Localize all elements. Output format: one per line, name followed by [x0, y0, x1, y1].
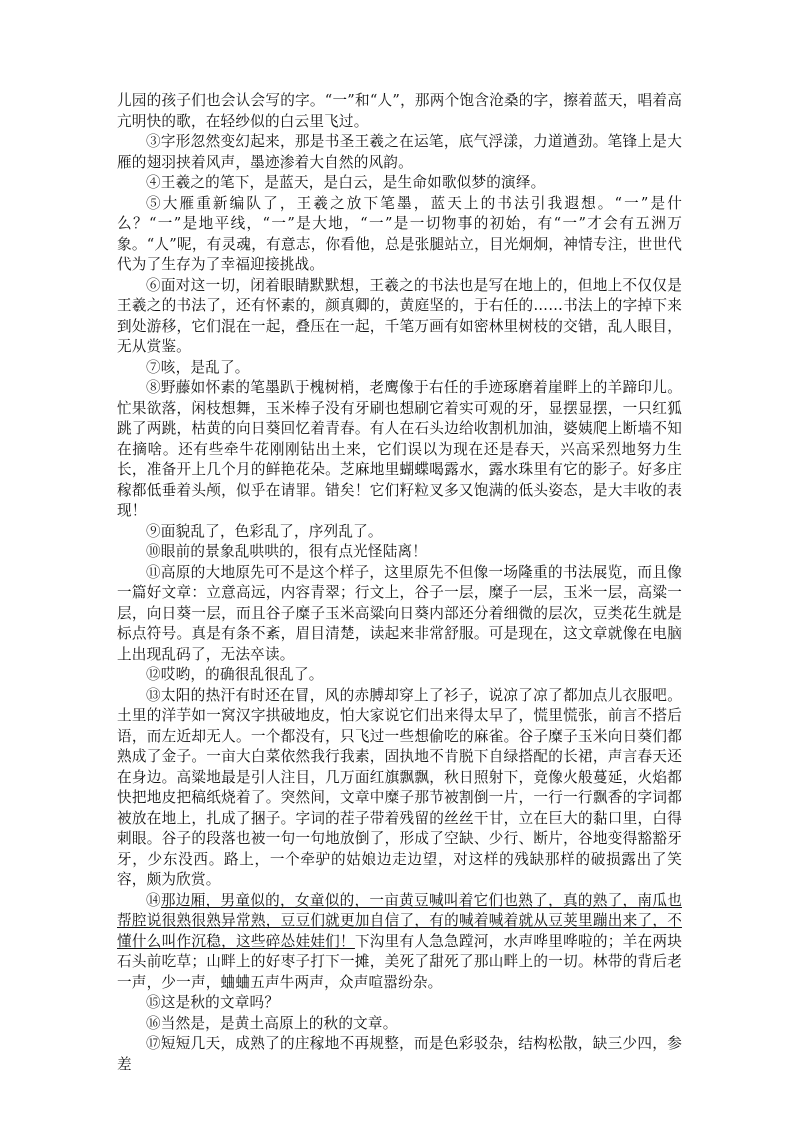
paragraph-1: 儿园的孩子们也会认会写的字。“一”和“人”，那两个饱含沧桑的字，擦着蓝天，唱着高亢明快的歌，在轻纱似的白云里飞过。: [117, 92, 682, 130]
paragraph-10: ⑩眼前的景象乱哄哄的，很有点光怪陆离！: [146, 543, 428, 560]
paragraph-13: ⑬太阳的热汗有时还在冒，风的赤膊却穿上了衫子，说凉了凉了都加点儿衣服吧。土里的洋芋如一窝汉字拱破地皮，怕大家说它们出来得太早了，慌里慌张，前言不搭后语，而左近却无人。一个都没有，只飞过一些想偷吃的麻雀。谷子糜子玉米向日葵们都熟成了金子。一亩大白菜依然我行我素，固执地不肯脱下自绿搭配的长裙，声言春天还在身边。高粱地最是引人注目，几万面红旗飘飘，秋日照射下，竟像火般蔓延，火焰都快把地皮把稿纸烧着了。突然间，文章中糜子那节被割倒一片，一行一行飘香的字词都被放在地上，扎成了捆子。字词的茬子带着残留的丝丝干甘，立在巨大的黏口里，白得刺眼。谷子的段落也被一句一句地放倒了，形成了空缺、少行、断片，谷地变得豁豁牙牙，少东没西。路上，一个牵驴的姑娘边走边望，对这样的残缺那样的破损露出了笑容，颇为欣赏。: [117, 686, 682, 888]
paragraph-11: ⑪高原的大地原先可不是这个样子，这里原先不但像一场隆重的书法展览，而且像一篇好文章：立意高远，内容青翠；行文上，谷子一层，糜子一层，玉米一层，高粱一层，向日葵一层，而且谷子糜子玉米高粱向日葵内部还分着细微的层次，豆类花生就是标点符号。真是有条不紊，眉目清楚，读起来非常舒服。可是现在，这文章就像在电脑上出现乱码了，无法卒读。: [117, 563, 682, 663]
paragraph-7: ⑦咳，是乱了。: [146, 358, 250, 376]
paragraph-14-rest: 下沟里有人急急蹚河，水声哗里哗啦的；羊在两块石头前吃草；山畔上的好枣子打下一摊，美死了甜死了那山畔上的一切。林带的背后老一声，少一声，蛐蛐五声牛两声，众声喧嚣纷杂。: [117, 932, 683, 991]
paragraph-17: ⑰短短几天，成熟了的庄稼地不再规整，而是色彩驳杂，结构松散，缺三少四，参差: [117, 1035, 682, 1073]
paragraph-12: ⑫哎哟，的确很乱很乱了。: [146, 666, 324, 683]
paragraph-5: ⑤大雁重新编队了，王羲之放下笔墨，蓝天上的书法引我遐想。“一”是什么？“一”是地平线，“一”是大地，“一”是一切物事的初始，有“一”才会有五洲万象。“人”呢，有灵魂，有意志，你看他，总是张腿站立，目光炯炯，神情专注，世世代代为了生存为了幸福迎接挑战。: [117, 194, 682, 273]
paragraph-14-number: ⑭: [146, 891, 161, 909]
paragraph-16: ⑯当然是，是黄土高原上的秋的文章。: [146, 1014, 398, 1032]
underlined-passage: 那边厢，男童似的，女童似的，一亩黄豆喊叫着它们也熟了，真的熟了，南瓜也帮腔说很熟很熟异常熟，豆豆们就更加自信了，有的喊着喊着就从豆荚里蹦出来了，不懂什么叫作沉稳，这些碎怂娃娃们！: [117, 891, 682, 950]
paragraph-3: ③字形忽然变幻起来，那是书圣王羲之在运笔，底气浮漾，力道遒劲。笔锋上是大雁的翅羽挟着风声，墨迹渗着大自然的风韵。: [117, 133, 682, 171]
paragraph-4: ④王羲之的笔下，是蓝天，是白云，是生命如歌似梦的演绎。: [146, 174, 546, 191]
paragraph-8: ⑧野藤如怀素的笔墨趴于槐树梢，老鹰像于右任的手迹琢磨着崖畔上的羊蹄印儿。忙果欲落，闲枝想舞，玉米棒子没有牙刷也想刷它着实可观的牙，显摆显摆，一只红狐跳了两跳，枯黄的向日葵回忆着青春。有人在石头边给收割机加油，婆姨爬上断墙不知在摘啥。还有些牵牛花刚刚钻出土来，它们误以为现在还是春天，兴高采烈地努力生长，准备开上几个月的鲜艳花朵。芝麻地里蝴蝶喝露水，露水珠里有它的影子。好多庄稼都低垂着头颅，似乎在请罪。错矣！它们籽粒叉多又饱满的低头姿态，是大丰收的表现！: [117, 379, 682, 519]
paragraph-9: ⑨面貌乱了，色彩乱了，序列乱了。: [146, 522, 383, 540]
document-page: [117, 91, 682, 1075]
paragraph-15: ⑮这是秋的文章吗？: [146, 994, 280, 1011]
paragraph-14: [117, 891, 682, 994]
paragraph-6: ⑥面对这一切，闭着眼睛默默想，王羲之的书法也是写在地上的，但地上不仅仅是王羲之的书法了，还有怀素的，颜真卿的，黄庭坚的，于右任的……书法上的字掉下来到处游移，它们混在一起，叠压在一起，千笔万画有如密林里树枝的交错，乱人眼目，无从赏鉴。: [117, 276, 682, 355]
